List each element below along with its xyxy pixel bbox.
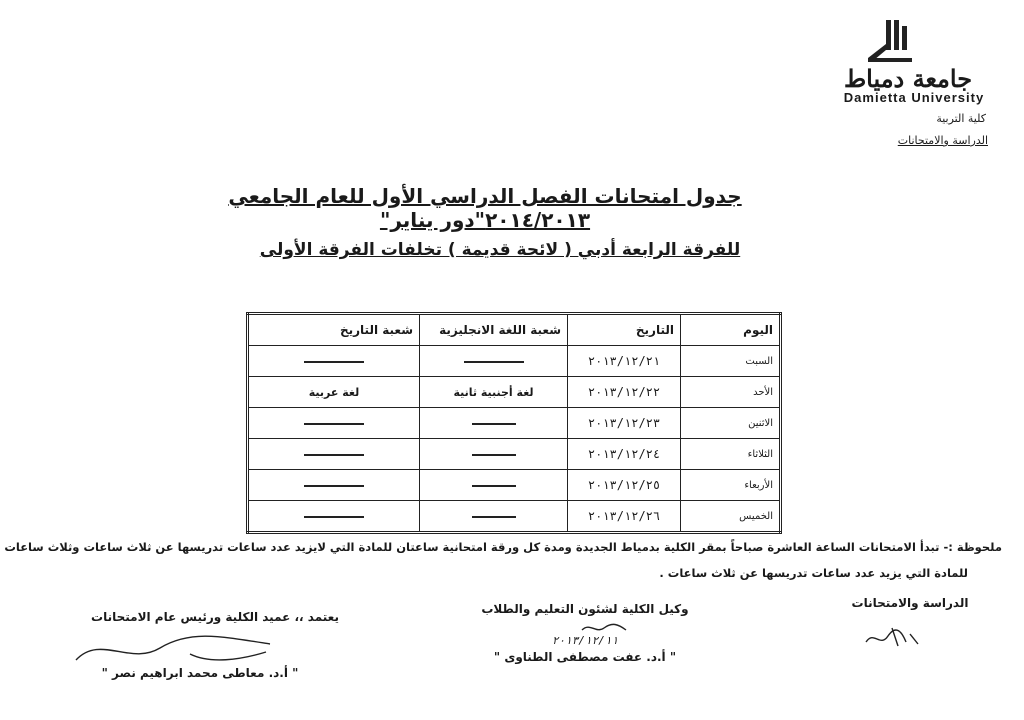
empty-dash — [472, 485, 516, 487]
empty-dash — [464, 361, 524, 363]
note-line-2: للمادة التي يزيد عدد ساعات تدريسها عن ثلاث ساعات . — [659, 566, 968, 580]
table-row — [248, 470, 781, 501]
dean-name: " أ.د. معاطى محمد ابراهيم نصر " — [101, 666, 299, 680]
table-row — [248, 408, 781, 439]
empty-dash — [304, 485, 364, 487]
document-title: جدول امتحانات الفصل الدراسي الأول للعام الجامعي ٢٠١٤/٢٠١٣"دور يناير" — [228, 184, 742, 232]
english-cell — [420, 346, 568, 377]
vice-dean-title: وكيل الكلية لشئون التعليم والطلاب — [481, 602, 689, 616]
exams-dept-signature-title: الدراسة والامتحانات — [851, 596, 969, 610]
empty-dash — [304, 361, 364, 363]
exams-dept-signature-icon — [862, 622, 922, 652]
vice-dean-name: " أ.د. عفت مصطفى الطناوى " — [493, 650, 677, 664]
header-english-division: شعبة اللغة الانجليزية — [420, 314, 568, 346]
day-cell: الخميس — [681, 501, 781, 533]
empty-dash — [304, 423, 364, 425]
document-subtitle: للفرقة الرابعة أدبي ( لائحة قديمة ) تخلفات الفرقة الأولى — [259, 240, 741, 260]
history-cell — [248, 408, 420, 439]
day-cell: الأربعاء — [681, 470, 781, 501]
vice-dean-date: ٢٠١٣/١٢/١١ — [551, 634, 619, 647]
date-cell: ٢٠١٣/١٢/٢١ — [568, 346, 681, 377]
english-cell: لغة أجنبية ثانية — [420, 377, 568, 408]
date-cell: ٢٠١٣/١٢/٢٢ — [568, 377, 681, 408]
header-date: التاريخ — [568, 314, 681, 346]
history-cell — [248, 439, 420, 470]
header-history-division: شعبة التاريخ — [248, 314, 420, 346]
table-header-row — [248, 314, 781, 346]
header-day: اليوم — [681, 314, 781, 346]
empty-dash — [472, 516, 516, 518]
table-row — [248, 439, 781, 470]
dean-title: يعتمد ،، عميد الكلية ورئيس عام الامتحانات — [91, 610, 339, 624]
date-cell: ٢٠١٣/١٢/٢٥ — [568, 470, 681, 501]
dean-signature-icon — [70, 630, 290, 670]
day-cell: الأحد — [681, 377, 781, 408]
date-cell: ٢٠١٣/١٢/٢٤ — [568, 439, 681, 470]
university-logo-icon — [866, 18, 914, 66]
date-cell: ٢٠١٣/١٢/٢٦ — [568, 501, 681, 533]
empty-dash — [304, 454, 364, 456]
day-cell: الاثنين — [681, 408, 781, 439]
table-row — [248, 377, 781, 408]
empty-dash — [472, 423, 516, 425]
history-cell: لغة عربية — [248, 377, 420, 408]
date-cell: ٢٠١٣/١٢/٢٣ — [568, 408, 681, 439]
english-cell — [420, 439, 568, 470]
english-cell — [420, 408, 568, 439]
english-cell — [420, 501, 568, 533]
day-cell: الثلاثاء — [681, 439, 781, 470]
table-row — [248, 501, 781, 533]
table-row — [248, 346, 781, 377]
note-line-1: ملحوظة :- تبدأ الامتحانات الساعة العاشرة صباحاً بمقر الكلية بدمياط الجديدة ومدة كل ورقة امتحانية ساعتان للمادة التي لايزيد عدد ساعات تدريسها عن ثلاث ساعات وثلاث ساعات — [4, 540, 1002, 554]
english-cell — [420, 470, 568, 501]
department-name: الدراسة والامتحانات — [897, 134, 988, 147]
university-name-arabic: جامعة دمياط — [843, 64, 973, 93]
history-cell — [248, 346, 420, 377]
exam-schedule-table — [246, 312, 782, 534]
empty-dash — [472, 454, 516, 456]
faculty-name: كلية التربية — [936, 112, 986, 125]
university-name-english: Damietta University — [843, 90, 985, 105]
day-cell: السبت — [681, 346, 781, 377]
empty-dash — [304, 516, 364, 518]
history-cell — [248, 470, 420, 501]
history-cell — [248, 501, 420, 533]
